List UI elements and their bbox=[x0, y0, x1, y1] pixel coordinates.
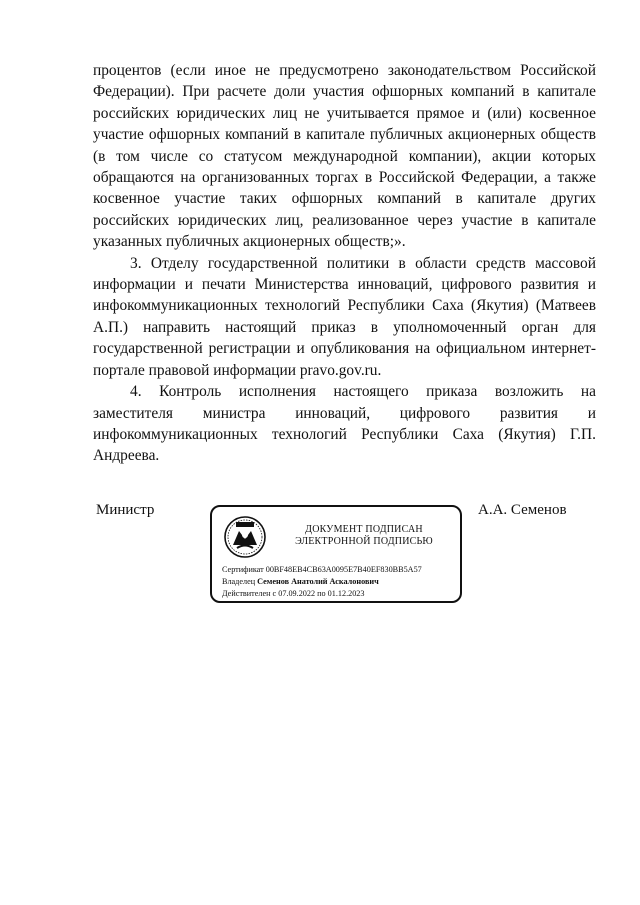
valid-to: 01.12.2023 bbox=[327, 589, 365, 598]
stamp-owner bbox=[222, 577, 379, 587]
stamp-title-line-1: ДОКУМЕНТ ПОДПИСАН bbox=[305, 524, 423, 535]
valid-from: 07.09.2022 bbox=[278, 589, 316, 598]
stamp-title bbox=[274, 524, 454, 548]
valid-label: Действителен bbox=[222, 589, 271, 598]
stamp-title-line-2: ЭЛЕКТРОННОЙ ПОДПИСЬЮ bbox=[295, 536, 433, 547]
owner-label: Владелец bbox=[222, 577, 256, 586]
signatory-position: Министр bbox=[96, 502, 155, 518]
document-body bbox=[93, 60, 596, 467]
valid-to-label: по bbox=[317, 589, 326, 598]
stamp-validity bbox=[222, 589, 364, 599]
owner-value: Семенов Анатолий Аскалонович bbox=[257, 577, 379, 586]
paragraph-continuation: процентов (если иное не предусмотрено законодательством Российской Федерации). При расчете доли участия офшорных компаний в капитале российских юридических лиц не учитывается прямое и (или) косвенное участие офшорных компаний в капитале публичных акционерных обществ (в том числе со статусом международной компании), акции которых обращаются на организованных торгах в Российской Федерации, а также косвенное участие таких офшорных компаний в капитале других российских юридических лиц, реализованное через участие в капитале указанных публичных акционерных обществ;». bbox=[93, 62, 596, 251]
certificate-value: 00BF48EB4CB63A0095E7B40EF830BB5A57 bbox=[265, 565, 422, 574]
valid-from-label: с bbox=[272, 589, 277, 598]
electronic-signature-stamp bbox=[210, 505, 462, 603]
coat-of-arms-icon bbox=[223, 515, 267, 559]
signatory-name: А.А. Семенов bbox=[478, 502, 567, 518]
certificate-label: Сертификат bbox=[222, 565, 264, 574]
paragraph-item-4: 4. Контроль исполнения настоящего приказа возложить на заместителя министра инноваций, цифрового развития и инфокоммуникационных технологий Республики Саха (Якутия) Г.П. Андреева. bbox=[93, 383, 596, 465]
stamp-certificate bbox=[222, 565, 422, 575]
paragraph-item-3: 3. Отделу государственной политики в области средств массовой информации и печати Министерства инноваций, цифрового развития и инфокоммуникационных технологий Республики Саха (Якутия) (Матвеев А.П.) направить настоящий приказ в уполномоченный орган для государственной регистрации и опубликования на официальном интернет-портале правовой информации pravo.gov.ru. bbox=[93, 254, 596, 379]
